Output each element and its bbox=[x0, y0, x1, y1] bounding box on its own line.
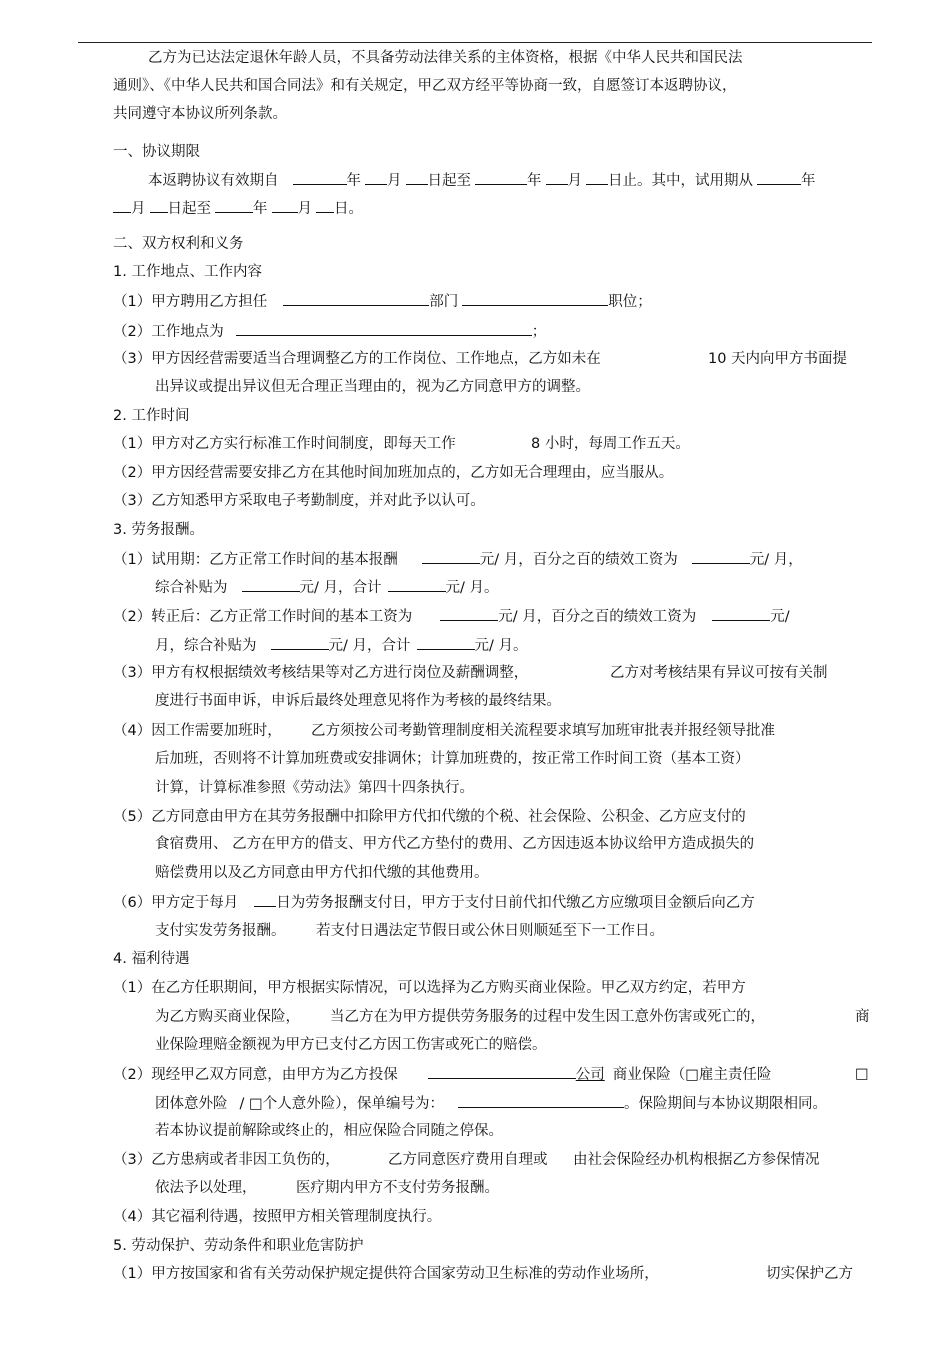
term-line-2: 月 日起至 年 月 日。 bbox=[113, 197, 363, 219]
term-line-1: 本返聘协议有效期自 年 月 日起至 年 月 日止。其中，试用期从 年 bbox=[148, 169, 816, 191]
work-location-blank[interactable] bbox=[236, 320, 532, 336]
trial-allowance-blank[interactable] bbox=[242, 576, 300, 592]
clause-4-item-2a: （2）现经甲乙双方同意，由甲方为乙方投保 公司 商业保险（□雇主责任险 bbox=[113, 1063, 771, 1085]
clause-3-item-2b: 月，综合补贴为 元/ 月，合计 元/ 月。 bbox=[155, 634, 528, 656]
position-blank[interactable] bbox=[462, 290, 608, 306]
clause-3-item-4c: 后加班，否则将不计算加班费或安排调休；计算加班费的，按正常工作时间工资（基本工资） bbox=[155, 751, 750, 767]
policy-number-blank[interactable] bbox=[458, 1092, 624, 1108]
header-rule bbox=[78, 42, 872, 43]
checkbox-extra[interactable]: □ bbox=[855, 1066, 869, 1082]
clause-5-heading: 5. 劳动保护、劳动条件和职业危害防护 bbox=[113, 1238, 364, 1254]
clause-4-heading: 4. 福利待遇 bbox=[113, 951, 190, 967]
clause-3-item-1b: 综合补贴为 元/ 月，合计 元/ 月。 bbox=[155, 576, 499, 598]
clause-2-item-1a: （1）甲方对乙方实行标准工作时间制度，即每天工作 bbox=[113, 436, 456, 452]
clause-3-item-5c: 赔偿费用以及乙方同意由甲方代扣代缴的其他费用。 bbox=[155, 865, 489, 881]
clause-3-item-4d: 计算，计算标准参照《劳动法》第四十四条执行。 bbox=[155, 780, 474, 796]
trial-performance-pay-blank[interactable] bbox=[692, 548, 750, 564]
insurer-blank[interactable] bbox=[428, 1063, 576, 1079]
clause-2-item-3: （3）乙方知悉甲方采取电子考勤制度，并对此予以认可。 bbox=[113, 493, 485, 509]
clause-3-item-6a: （6）甲方定于每月 日为劳务报酬支付日，甲方于支付日前代扣代缴乙方应缴项目金额后向乙方 bbox=[113, 891, 755, 913]
clause-3-item-4a: （4）因工作需要加班时， bbox=[113, 723, 282, 739]
clause-4-item-1d: 商 bbox=[855, 1009, 870, 1025]
clause-3-item-3a: （3）甲方有权根据绩效考核结果等对乙方进行岗位及薪酬调整， bbox=[113, 665, 529, 681]
trial-end-year-blank[interactable] bbox=[215, 197, 253, 213]
trial-month-blank[interactable] bbox=[113, 197, 131, 213]
clause-1-item-3c: 出异议或提出异议但无合理正当理由的，视为乙方同意甲方的调整。 bbox=[155, 379, 590, 395]
trial-year-blank[interactable] bbox=[757, 169, 801, 185]
clause-3-item-1a: （1）试用期：乙方正常工作时间的基本报酬 元/ 月，百分之百的绩效工资为 元/ 月， bbox=[113, 548, 803, 570]
clause-4-item-2h: 若本协议提前解除或终止的，相应保险合同随之停保。 bbox=[155, 1123, 503, 1139]
start-month-blank[interactable] bbox=[365, 169, 387, 185]
clause-2-item-1b: 8 小时，每周工作五天。 bbox=[531, 436, 690, 452]
clause-5-item-1b: 切实保护乙方 bbox=[766, 1266, 853, 1282]
clause-4-item-3c: 由社会保险经办机构根据乙方参保情况 bbox=[573, 1152, 820, 1168]
regular-performance-pay-blank[interactable] bbox=[712, 605, 770, 621]
pay-day-blank[interactable] bbox=[254, 891, 276, 907]
clause-4-item-2b: 团体意外险 / □个人意外险），保单编号为： 。保险期间与本协议期限相同。 bbox=[155, 1092, 827, 1114]
clause-3-item-3b: 乙方对考核结果有异议可按有关制 bbox=[610, 665, 828, 681]
trial-end-month-blank[interactable] bbox=[272, 197, 298, 213]
clause-3-item-5b: 食宿费用、 乙方在甲方的借支、甲方代乙方垫付的费用、乙方因违返本协议给甲方造成损失的 bbox=[155, 836, 755, 852]
clause-4-item-1b: 为乙方购买商业保险， bbox=[155, 1009, 300, 1025]
trial-end-day-blank[interactable] bbox=[316, 197, 334, 213]
intro-line-1: 乙方为已达法定退休年龄人员，不具备劳动法律关系的主体资格，根据《中华人民共和国民法 bbox=[148, 50, 743, 66]
clause-1-heading: 1. 工作地点、工作内容 bbox=[113, 264, 262, 280]
trial-total-blank[interactable] bbox=[388, 576, 446, 592]
regular-total-blank[interactable] bbox=[417, 634, 475, 650]
clause-4-item-1a: （1）在乙方任职期间，甲方根据实际情况，可以选择为乙方购买商业保险。甲乙双方约定，若甲方 bbox=[113, 980, 746, 996]
clause-4-item-1e: 业保险理赔金额视为甲方已支付乙方因工伤害或死亡的赔偿。 bbox=[155, 1037, 547, 1053]
intro-line-3: 共同遵守本协议所列条款。 bbox=[113, 106, 287, 122]
clause-3-item-6c: 支付实发劳务报酬。 bbox=[155, 923, 286, 939]
regular-base-pay-blank[interactable] bbox=[440, 605, 498, 621]
clause-2-item-2: （2）甲方因经营需要安排乙方在其他时间加班加点的，乙方如无合理理由，应当服从。 bbox=[113, 465, 674, 481]
clause-1-item-1: （1）甲方聘用乙方担任 部门 职位； bbox=[113, 290, 652, 312]
start-day-blank[interactable] bbox=[406, 169, 428, 185]
clause-3-heading: 3. 劳务报酬。 bbox=[113, 522, 204, 538]
clause-1-item-2: （2）工作地点为 ； bbox=[113, 320, 546, 342]
clause-1-item-3a: （3）甲方因经营需要适当合理调整乙方的工作岗位、工作地点，乙方如未在 bbox=[113, 351, 601, 367]
department-blank[interactable] bbox=[283, 290, 429, 306]
end-month-blank[interactable] bbox=[546, 169, 568, 185]
clause-1-item-3b: 10 天内向甲方书面提 bbox=[708, 351, 848, 367]
clause-4-item-3a: （3）乙方患病或者非因工负伤的， bbox=[113, 1152, 340, 1168]
section-1-heading: 一、协议期限 bbox=[113, 144, 200, 160]
clause-4-item-3b: 乙方同意医疗费用自理或 bbox=[388, 1152, 548, 1168]
end-year-blank[interactable] bbox=[475, 169, 527, 185]
clause-3-item-6d: 若支付日遇法定节假日或公休日则顺延至下一工作日。 bbox=[316, 923, 664, 939]
clause-4-item-3d: 依法予以处理， bbox=[155, 1180, 257, 1196]
start-year-blank[interactable] bbox=[293, 169, 347, 185]
trial-day-blank[interactable] bbox=[150, 197, 168, 213]
clause-3-item-4b: 乙方须按公司考勤管理制度相关流程要求填写加班审批表并报经领导批准 bbox=[311, 723, 775, 739]
clause-3-item-3c: 度进行书面申诉，申诉后最终处理意见将作为考核的最终结果。 bbox=[155, 693, 561, 709]
clause-3-item-5a: （5）乙方同意由甲方在其劳务报酬中扣除甲方代扣代缴的个税、社会保险、公积金、乙方应支付的 bbox=[113, 809, 746, 825]
trial-base-pay-blank[interactable] bbox=[422, 548, 480, 564]
section-2-heading: 二、双方权利和义务 bbox=[113, 236, 244, 252]
regular-allowance-blank[interactable] bbox=[271, 634, 329, 650]
clause-5-item-1a: （1）甲方按国家和省有关劳动保护规定提供符合国家劳动卫生标准的劳动作业场所， bbox=[113, 1266, 659, 1282]
clause-3-item-2a: （2）转正后：乙方正常工作时间的基本工资为 元/ 月，百分之百的绩效工资为 元/ bbox=[113, 605, 790, 627]
clause-4-item-1c: 当乙方在为甲方提供劳务服务的过程中发生因工意外伤害或死亡的， bbox=[330, 1009, 765, 1025]
intro-line-2: 通则》、《中华人民共和国合同法》和有关规定，甲乙双方经平等协商一致，自愿签订本返聘协议， bbox=[113, 78, 737, 94]
clause-2-heading: 2. 工作时间 bbox=[113, 408, 190, 424]
clause-4-item-4: （4）其它福利待遇，按照甲方相关管理制度执行。 bbox=[113, 1209, 442, 1225]
end-day-blank[interactable] bbox=[586, 169, 608, 185]
clause-4-item-3e: 医疗期内甲方不支付劳务报酬。 bbox=[296, 1180, 499, 1196]
